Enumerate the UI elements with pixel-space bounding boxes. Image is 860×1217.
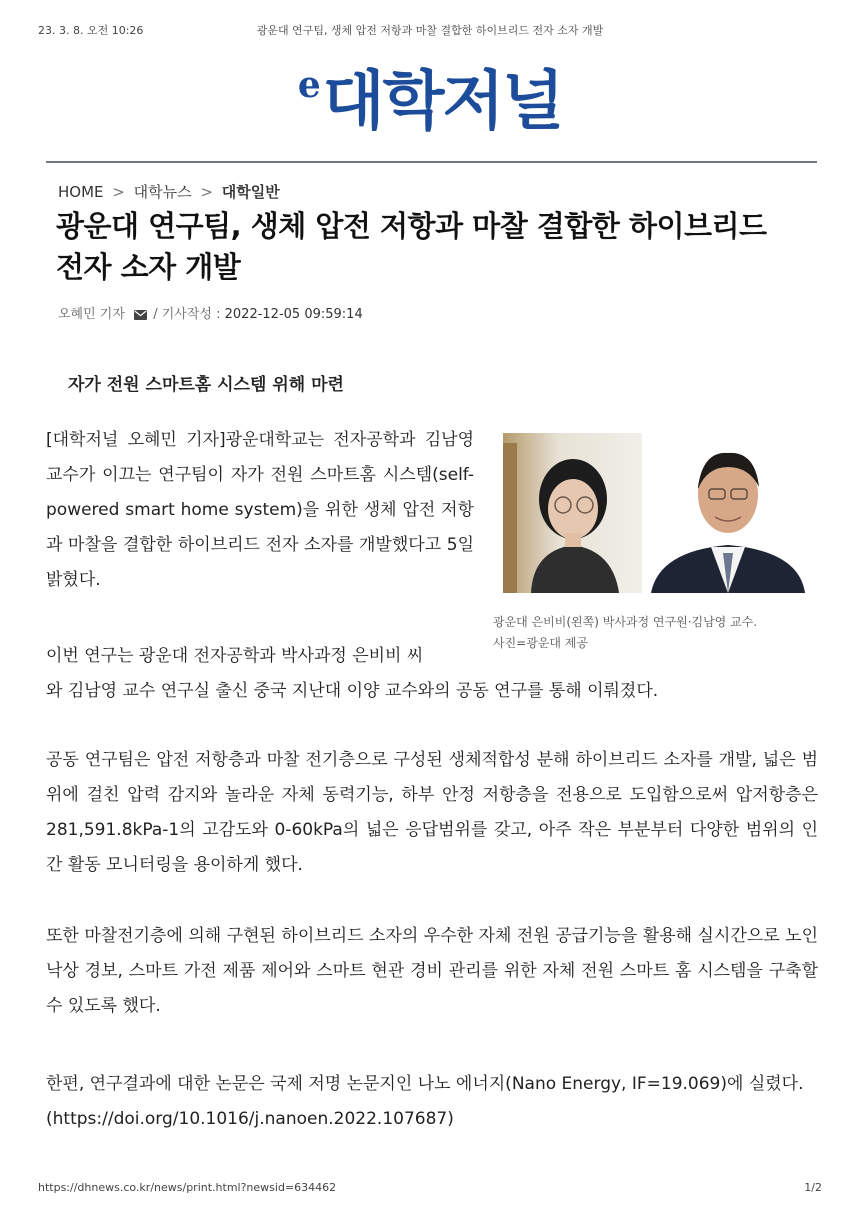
site-logo[interactable] bbox=[0, 62, 860, 142]
article-paragraph-4: 또한 마찰전기층에 의해 구현된 하이브리드 소자의 우수한 자체 전원 공급기능을 활용해 실시간으로 노인 낙상 경보, 스마트 가전 제품 제어와 스마트 현관 경비 관리를 위한 자체 전원 스마트 홈 시스템을 구축할 수 있도록 했다. bbox=[46, 926, 818, 1016]
article-paragraph-2-line-1: 이번 연구는 광운대 전자공학과 박사과정 은비비 씨 bbox=[46, 646, 424, 666]
print-page-title: 광운대 연구팀, 생체 압전 저항과 마찰 결합한 하이브리드 전자 소자 개발 bbox=[256, 24, 604, 37]
article-byline bbox=[58, 303, 363, 324]
header-divider bbox=[46, 161, 817, 163]
breadcrumb-section[interactable]: 대학뉴스 bbox=[133, 183, 192, 201]
print-header bbox=[38, 22, 822, 38]
envelope-icon[interactable] bbox=[134, 309, 147, 324]
photo-caption-line-2: 사진=광운대 제공 bbox=[493, 636, 589, 650]
written-datetime: 2022-12-05 09:59:14 bbox=[224, 307, 363, 322]
breadcrumb-separator: > bbox=[200, 183, 213, 201]
print-page-number: 1/2 bbox=[804, 1181, 822, 1194]
written-label: 기사작성 : bbox=[161, 307, 221, 322]
logo-name: 대학저널 bbox=[322, 65, 563, 139]
breadcrumb-home[interactable]: HOME bbox=[58, 183, 104, 201]
article-paragraph-5: 한편, 연구결과에 대한 논문은 국제 저명 논문지인 나노 에너지(Nano Energy, IF=19.069)에 실렸다.(https://doi.org/10.1016/j.nanoen.2022.107687) bbox=[46, 1074, 804, 1129]
article-paragraph-3: 공동 연구팀은 압전 저항층과 마찰 전기층으로 구성된 생체적합성 분해 하이브리드 소자를 개발, 넓은 범위에 걸친 압력 감지와 놀라운 자체 동력기능, 하부 안정 저항층을 전용으로 도입함으로써 압저항층은 281,591.8kPa-1의 고감도와 0-60kPa의 넓은 응답범위를 갖고, 아주 작은 부분부터 다양한 범위의 인간 활동 모니터링을 용이하게 했다. bbox=[46, 750, 818, 875]
byline-separator: / bbox=[153, 307, 158, 322]
breadcrumb bbox=[58, 181, 280, 202]
photo-caption-line-1: 광운대 은비비(왼쪽) 박사과정 연구원·김남영 교수. bbox=[493, 615, 758, 629]
print-datetime: 23. 3. 8. 오전 10:26 bbox=[38, 24, 144, 37]
breadcrumb-separator: > bbox=[112, 183, 125, 201]
article-subtitle: 자가 전원 스마트홈 시스템 위해 마련 bbox=[68, 375, 344, 395]
breadcrumb-current[interactable]: 대학일반 bbox=[221, 183, 280, 201]
reporter-name: 오혜민 기자 bbox=[58, 307, 125, 322]
article-headline: 광운대 연구팀, 생체 압전 저항과 마찰 결합한 하이브리드 전자 소자 개발 bbox=[56, 209, 767, 284]
article-paragraph-2-line-2: 와 김남영 교수 연구실 출신 중국 지난대 이양 교수와의 공동 연구를 통해 이뤄졌다. bbox=[46, 681, 659, 701]
photo-caption bbox=[493, 612, 823, 654]
print-footer bbox=[38, 1181, 822, 1195]
article-photo bbox=[503, 433, 817, 593]
print-url: https://dhnews.co.kr/news/print.html?newsid=634462 bbox=[38, 1181, 337, 1194]
logo-prefix: e bbox=[297, 64, 321, 106]
article-paragraph-1: [대학저널 오혜민 기자]광운대학교는 전자공학과 김남영 교수가 이끄는 연구팀이 자가 전원 스마트홈 시스템(self-powered smart home system)을 위한 생체 압전 저항과 마찰을 결합한 하이브리드 전자 소자를 개발했다고 5일 밝혔다. bbox=[46, 430, 474, 590]
